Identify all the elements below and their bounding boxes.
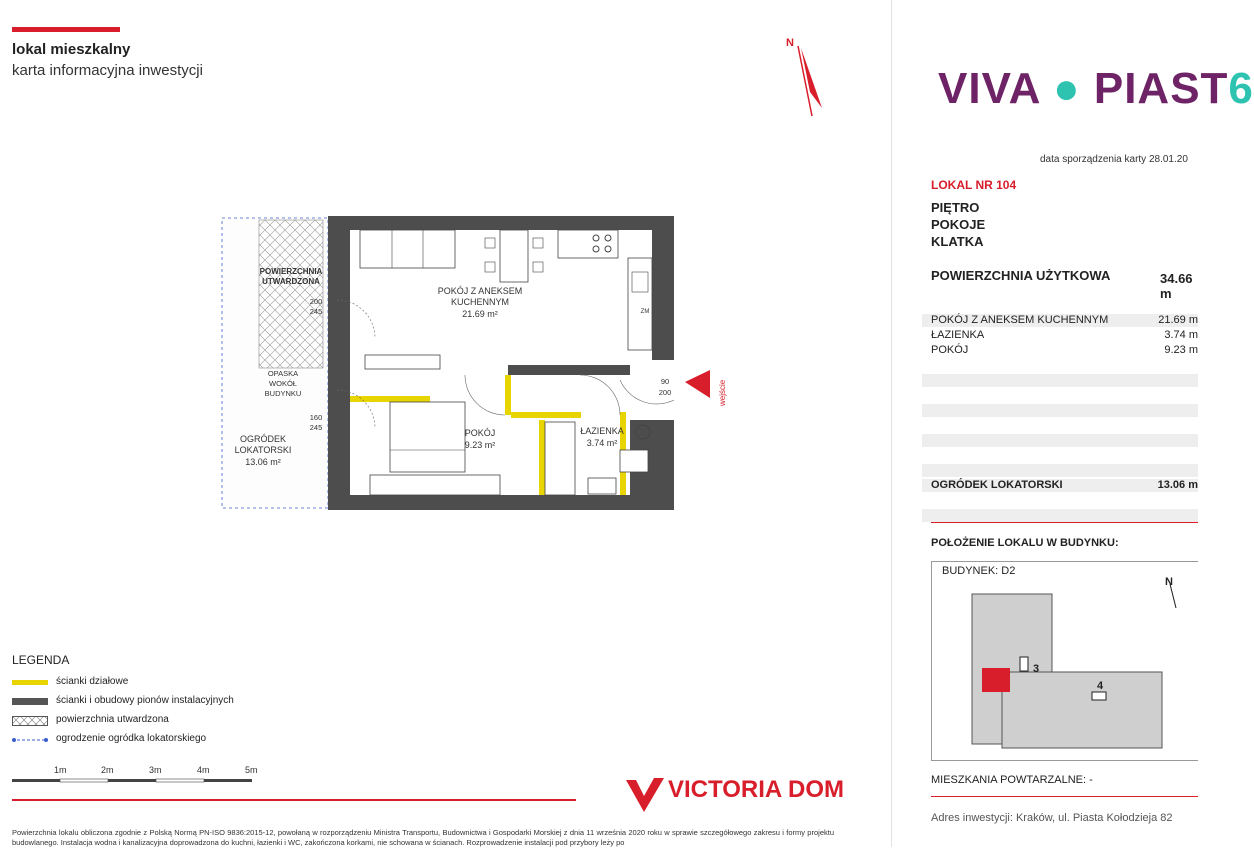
bath-label: ŁAZIENKA	[580, 426, 624, 436]
strip-label: OPASKA	[267, 369, 299, 378]
partition-wall	[539, 420, 545, 495]
floor-plan	[215, 210, 735, 520]
svg-text:UTWARDZONA: UTWARDZONA	[262, 277, 320, 286]
partition-wall	[350, 396, 430, 402]
usable-area-value: 34.66 m	[1160, 271, 1193, 301]
svg-text:LOKATORSKI: LOKATORSKI	[234, 445, 292, 455]
svg-text:WOKÓŁ: WOKÓŁ	[269, 379, 297, 388]
staircase-label: KLATKA	[931, 234, 984, 249]
usable-area-label: POWIERZCHNIA UŻYTKOWA	[931, 268, 1111, 283]
entry-label: wejście	[718, 379, 727, 406]
page-title: lokal mieszkalny	[12, 41, 131, 58]
room-row: POKÓJ Z ANEKSEM KUCHENNYM 21.69 m	[931, 314, 1198, 326]
legend-title: LEGENDA	[12, 653, 70, 667]
svg-text:90: 90	[660, 377, 670, 386]
footer-separator	[12, 799, 576, 801]
north-label: N	[786, 37, 794, 49]
bath-area: 3.74 m²	[586, 438, 618, 448]
lokal-number: LOKAL NR 104	[931, 178, 1017, 192]
svg-text:200: 200	[658, 388, 672, 397]
panel-separator	[931, 796, 1198, 797]
room-row: ŁAZIENKA 3.74 m	[931, 329, 1198, 341]
building-map: BUDYNEK: D2 3 4 N	[931, 561, 1198, 761]
zm-label: ZM	[640, 309, 650, 315]
garden-row: OGRÓDEK LOKATORSKI 13.06 m	[931, 479, 1198, 491]
rooms-label: POKOJE	[931, 217, 986, 232]
garden-label: OGRÓDEK	[239, 434, 287, 444]
north-arrow-icon	[784, 32, 828, 120]
card-date: data sporządzenia karty 28.01.20	[1040, 154, 1188, 165]
floor-label: PIĘTRO	[931, 200, 980, 215]
svg-text:245: 245	[309, 423, 323, 432]
room-main-label: POKÓJ Z ANEKSEM	[437, 286, 523, 296]
header-accent-bar	[12, 27, 120, 32]
room-small-area: 9.23 m²	[464, 440, 496, 450]
room-row: POKÓJ 9.23 m	[931, 344, 1198, 356]
svg-text:245: 245	[309, 307, 323, 316]
panel-separator	[931, 522, 1198, 523]
repeated-units: MIESZKANIA POWTARZALNE: -	[931, 774, 1093, 786]
entry-arrow-icon	[685, 370, 710, 398]
garden-area-label: 13.06 m²	[245, 457, 281, 467]
svg-text:160: 160	[309, 413, 323, 422]
footer-note: Powierzchnia lokalu obliczona zgodnie z Polską Normą PN-ISO 9836:2015-12, powołaną w rozporządzeniu Ministra Transportu, Budownictwa i Gospodarki Morskiej z dnia 11 września 2020 roku w sprawie szczegółowego zakresu i formy projektu budowlanego. Instalacja wodna i kanalizacyjna doprowadzona do kuchni, łazienki i WC, zakończona korkami, nie schowana w ścianach. Rozprowadzenie instalacji pod przybory leży po	[12, 828, 834, 847]
room-small-label: POKÓJ	[464, 428, 496, 438]
scale-bar: 1m 2m 3m 4m 5m	[12, 765, 262, 785]
paved-area	[259, 220, 323, 368]
location-label: POŁOŻENIE LOKALU W BUDYNKU:	[931, 537, 1119, 549]
svg-text:BUDYNKU: BUDYNKU	[264, 389, 302, 398]
svg-text:KUCHENNYM: KUCHENNYM	[450, 297, 510, 307]
partition-wall	[505, 375, 511, 415]
page-subtitle: karta informacyjna inwestycji	[12, 62, 203, 79]
paved-label: POWIERZCHNIA	[259, 267, 323, 276]
investment-address: Adres inwestycji: Kraków, ul. Piasta Kołodzieja 82	[931, 812, 1173, 824]
victoria-dom-logo-icon	[624, 776, 666, 819]
partition-wall	[511, 412, 581, 418]
svg-text:200: 200	[309, 297, 323, 306]
developer-logo: VICTORIA DOM	[668, 776, 845, 803]
room-main-area: 21.69 m²	[462, 309, 498, 319]
viva-piast-logo: VIVA ● PIAST6	[938, 64, 1254, 113]
